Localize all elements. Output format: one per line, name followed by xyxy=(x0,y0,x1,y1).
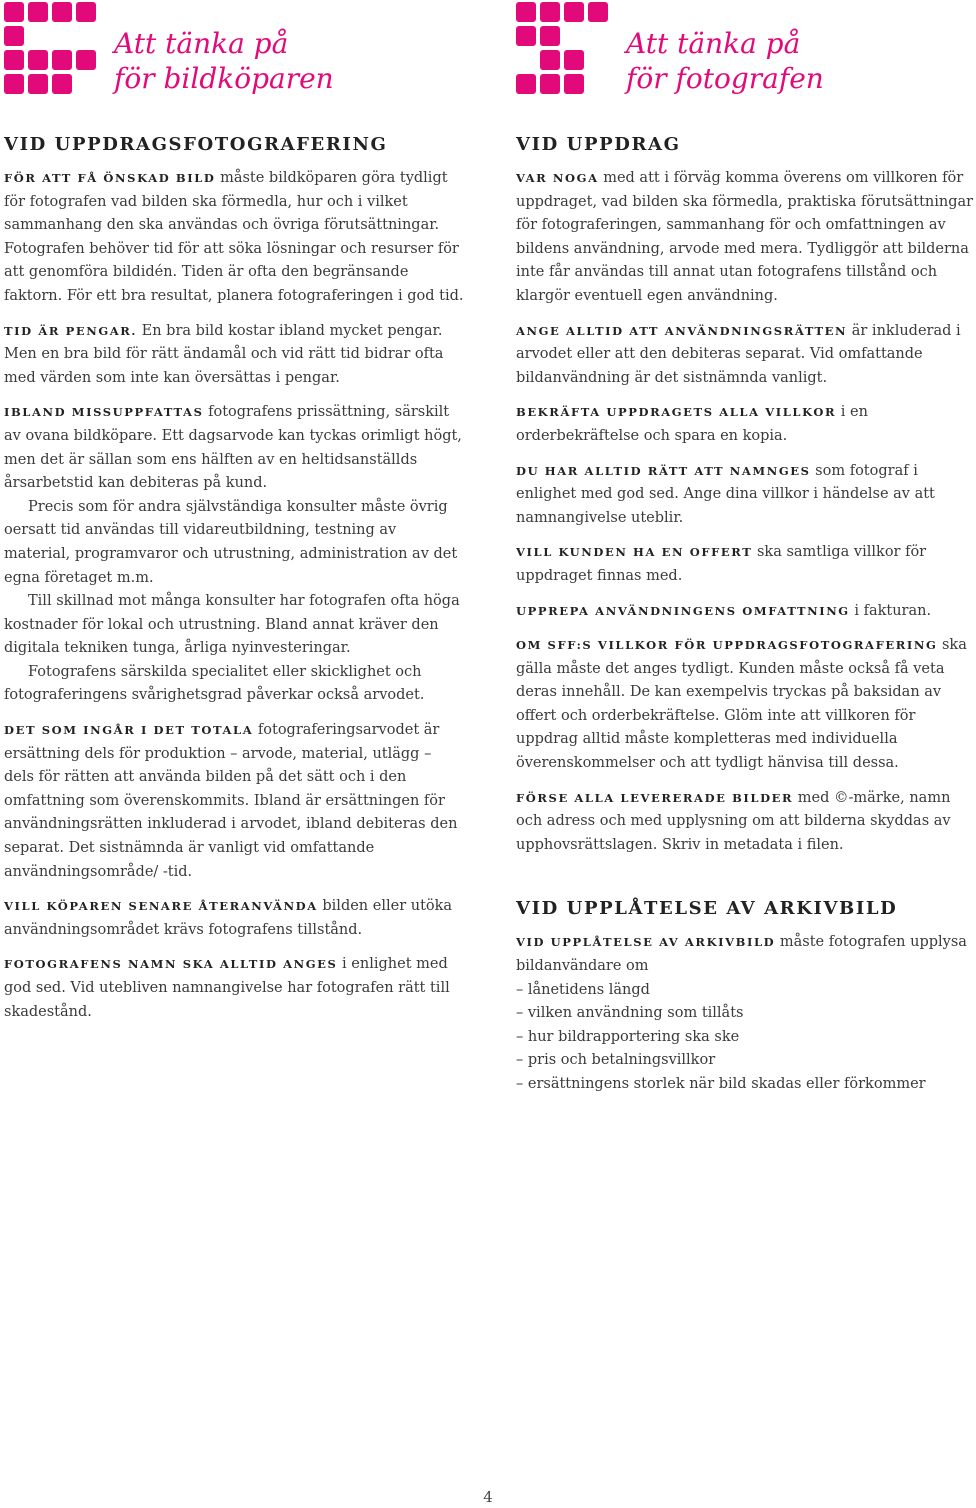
paragraph-text: med ©-märke, namn och adress och med upplysning om att bilderna skyddas av upphovsrättslagen. Skriv in metadata i filen. xyxy=(516,789,951,853)
paragraph-text: i fakturan. xyxy=(849,602,932,619)
paragraph xyxy=(516,931,976,978)
paragraph-lead: OM SFF:S VILLKOR FÖR UPPDRAGSFOTOGRAFERING xyxy=(516,638,938,653)
paragraph xyxy=(4,590,464,661)
paragraph-lead: DU HAR ALLTID RÄTT ATT NAMNGES xyxy=(516,463,811,478)
list-item: – hur bildrapportering ska ske xyxy=(516,1028,740,1045)
paragraph-text: ska gälla måste det anges tydligt. Kunden måste också få veta deras innehåll. De kan exempelvis tryckas på baksidan av offert och orderbekräftelse. Glöm inte att villkoren för uppdrag alltid måste kompletteras med individuella överenskommelser och att tydligt hänvisa till dessa. xyxy=(516,637,967,772)
paragraph-text: bilden eller utöka användningsområdet krävs fotografens tillstånd. xyxy=(4,898,453,938)
paragraph-text: ska samtliga villkor för uppdraget finnas med. xyxy=(516,544,927,584)
list-item: – pris och betalningsvillkor xyxy=(516,1052,716,1069)
list-item: – vilken användning som tillåts xyxy=(516,1005,744,1022)
title-line-1: Att tänka på xyxy=(114,27,289,60)
paragraph-lead: VID UPPLÅTELSE AV ARKIVBILD xyxy=(516,935,776,950)
list-item: – ersättningens storlek när bild skadas eller förkommer xyxy=(516,1076,926,1092)
paragraph-text: med att i förväg komma överens om villkoren för uppdraget, vad bilden ska förmedla, praktiska förutsättningar för fotograferingen, sammanhang för och omfattningen av bildens användning, arvode med mera. Tydliggör att bilderna inte får användas till annat utan fotografens tillstånd och klargör eventuell egen användning. xyxy=(516,170,974,304)
paragraph xyxy=(516,600,976,624)
left-content xyxy=(4,133,464,1035)
paragraph-text: måste fotografen upplysa bildanvändare om xyxy=(516,934,967,975)
paragraph xyxy=(516,167,976,309)
paragraph-lead: FÖR ATT FÅ ÖNSKAD BILD xyxy=(4,171,216,185)
paragraph-text: är inkluderad i arvodet eller att den debiteras separat. Vid omfattande bildanvändning är det sistnämnda vanligt. xyxy=(516,322,961,386)
title-line-2: för bildköparen xyxy=(114,62,334,95)
section-heading: VID UPPDRAG xyxy=(516,134,681,155)
paragraph-text: Precis som för andra självständiga konsulter måste övrig oersatt tid användas till vidareutbildning, testning av material, programvaror och utrustning, administration av det egna företaget m.m. xyxy=(4,498,458,586)
paragraph-text: En bra bild kostar ibland mycket pengar. Men en bra bild för rätt ändamål och vid rätt tid bidrar ofta med värden som inte kan översättas i pengar. xyxy=(4,322,444,386)
paragraph-lead: IBLAND MISSUPPFATTAS xyxy=(4,405,204,420)
paragraph-text: Till skillnad mot många konsulter har fotografen ofta höga kostnader för lokal och utrustning. Bland annat kräver den digitala tekniken tunga, årliga nyinvesteringar. xyxy=(4,593,460,657)
paragraph-lead: FOTOGRAFENS NAMN SKA ALLTID ANGES xyxy=(4,957,338,972)
paragraph xyxy=(516,787,976,858)
paragraph xyxy=(4,401,464,495)
paragraph-text: i enlighet med god sed. Vid utebliven namnangivelse har fotografen rätt till skadestånd. xyxy=(4,956,450,1020)
paragraph-lead: ANGE ALLTID ATT ANVÄNDNINGSRÄTTEN xyxy=(516,323,848,338)
paragraph-text: fotografens prissättning, särskilt av ovana bildköpare. Ett dagsarvode kan tyckas orimligt högt, men det är sällan som ens hälften av en heltidsanställds årsarbetstid kan debiteras på kund. xyxy=(4,404,462,492)
archive-list xyxy=(516,979,976,1097)
paragraph-lead: TID ÄR PENGAR. xyxy=(4,323,138,338)
paragraph xyxy=(516,541,976,588)
paragraph-lead: VILL KÖPAREN SENARE ÅTERANVÄNDA xyxy=(4,899,318,914)
right-content xyxy=(516,133,976,1097)
page-title xyxy=(626,26,824,96)
list-item: – lånetidens längd xyxy=(516,981,650,998)
page-number: 4 xyxy=(483,1488,493,1506)
paragraph-text: måste bildköparen göra tydligt för fotografen vad bilden ska förmedla, hur och i vilket sammanhang den ska användas och övriga förutsättningar. Fotografen behöver tid för att söka lösningar och resurser för att genomföra bildidén. Tiden är ofta den begränsande faktorn. För ett bra resultat, planera fotograferingen i god tid. xyxy=(4,170,464,304)
paragraph xyxy=(516,320,976,391)
section-heading: VID UPPLÅTELSE AV ARKIVBILD xyxy=(516,898,898,920)
logo-icon xyxy=(4,2,104,96)
paragraph xyxy=(4,895,464,942)
paragraph xyxy=(516,401,976,448)
paragraph-lead: VILL KUNDEN HA EN OFFERT xyxy=(516,545,753,560)
paragraph xyxy=(516,460,976,531)
title-line-2: för fotografen xyxy=(626,62,824,95)
paragraph-text: som fotograf i enlighet med god sed. Ange dina villkor i händelse av att namnangivelse uteblir. xyxy=(516,462,935,526)
paragraph-lead: DET SOM INGÅR I DET TOTALA xyxy=(4,723,254,738)
paragraph-lead: BEKRÄFTA UPPDRAGETS ALLA VILLKOR xyxy=(516,405,837,420)
paragraph xyxy=(4,719,464,884)
paragraph-text: i en orderbekräftelse och spara en kopia. xyxy=(516,404,868,444)
paragraph xyxy=(4,496,464,590)
paragraph-text: Fotografens särskilda specialitet eller skicklighet och fotograferingens svårighetsgrad påverkar också arvodet. xyxy=(4,663,425,704)
paragraph-lead: VAR NOGA xyxy=(516,171,599,185)
page-title xyxy=(114,26,334,96)
paragraph-text: fotograferingsarvodet är ersättning dels för produktion – arvode, material, utlägg – dels för rätten att använda bilden på det sätt och i den omfattning som överenskommits. Ibland är ersättningen för användningsrätten inkluderad i arvodet, ibland debiteras den separat. Det sistnämnda är vanligt vid omfattande användningsområde/ -tid. xyxy=(4,722,458,880)
title-line-1: Att tänka på xyxy=(626,27,801,60)
paragraph xyxy=(516,634,976,776)
paragraph xyxy=(4,320,464,391)
section-heading: VID UPPDRAGSFOTOGRAFERING xyxy=(4,134,388,155)
paragraph xyxy=(4,661,464,708)
paragraph-lead: UPPREPA ANVÄNDNINGENS OMFATTNING xyxy=(516,603,850,618)
paragraph xyxy=(4,167,464,309)
paragraph-lead: FÖRSE ALLA LEVERERADE BILDER xyxy=(516,790,794,805)
logo-icon xyxy=(516,2,616,96)
paragraph xyxy=(4,953,464,1024)
